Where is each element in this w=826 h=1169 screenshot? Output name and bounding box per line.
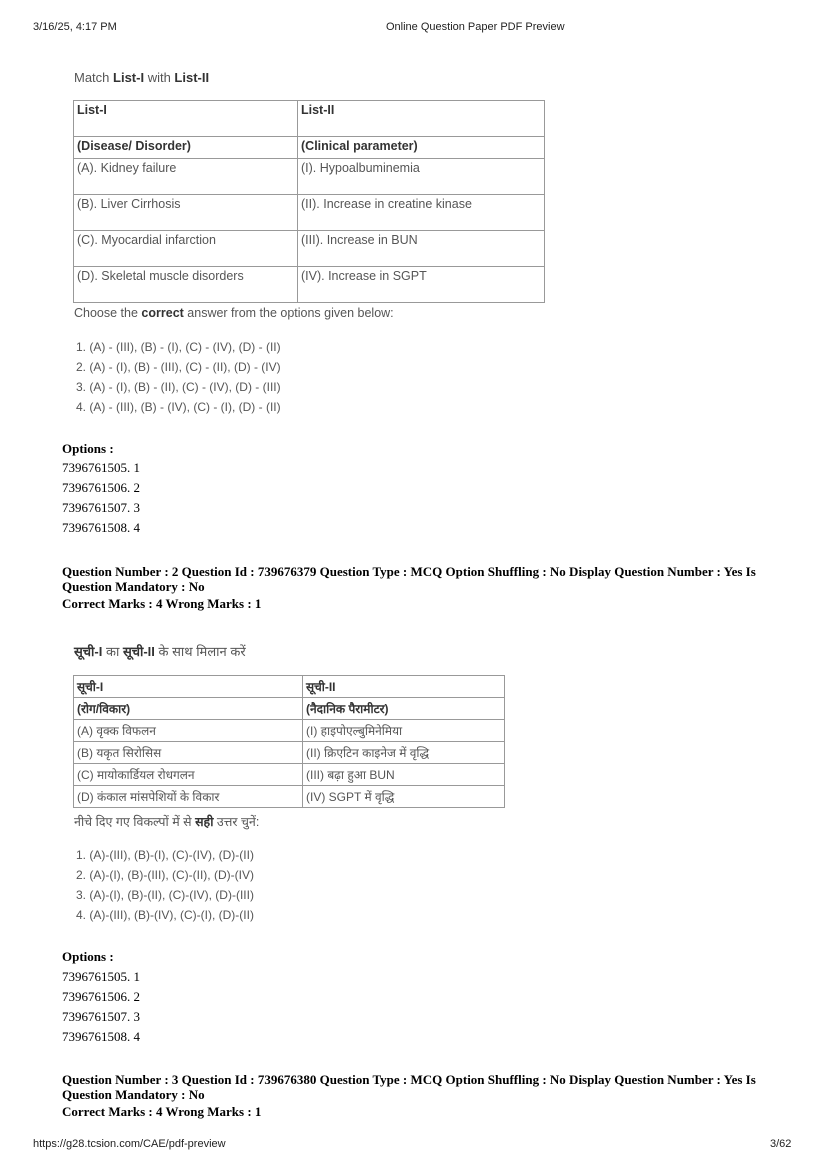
question-instruction-hindi: सूची-I का सूची-II के साथ मिलान करें: [74, 644, 246, 659]
answer-choice: 4. (A) - (III), (B) - (IV), (C) - (I), (D) - (II): [76, 400, 281, 414]
table-subheader-cell: (नैदानिक पैरामीटर): [303, 698, 505, 720]
table-cell: (II). Increase in creatine kinase: [298, 195, 545, 231]
match-table-english: [73, 100, 545, 303]
table-cell: (III). Increase in BUN: [298, 231, 545, 267]
answer-choices: [76, 337, 281, 417]
answer-choice: 3. (A) - (I), (B) - (II), (C) - (IV), (D) - (III): [76, 380, 281, 394]
table-cell: (IV) SGPT में वृद्धि: [303, 786, 505, 808]
page-number: 3/62: [770, 1138, 792, 1150]
answer-choices-hindi: [76, 845, 254, 925]
options-label: Options :: [62, 949, 114, 964]
table-subheader-cell: (Disease/ Disorder): [74, 137, 298, 159]
question-instruction: Match List-I with List-II: [74, 70, 210, 85]
option-item: 7396761508. 4: [62, 520, 140, 535]
option-item: 7396761507. 3: [62, 1009, 140, 1024]
table-cell: (II) क्रिएटिन काइनेज में वृद्धि: [303, 742, 505, 764]
table-cell: (C) मायोकार्डियल रोधगलन: [74, 764, 303, 786]
table-cell: (B). Liver Cirrhosis: [74, 195, 298, 231]
option-item: 7396761506. 2: [62, 989, 140, 1004]
table-cell: (A) वृक्क विफलन: [74, 720, 303, 742]
page-url: https://g28.tcsion.com/CAE/pdf-preview: [33, 1138, 226, 1150]
answer-choice: 2. (A)-(I), (B)-(III), (C)-(II), (D)-(IV): [76, 868, 254, 882]
option-item: 7396761508. 4: [62, 1029, 140, 1044]
option-item: 7396761505. 1: [62, 460, 140, 475]
option-item: 7396761506. 2: [62, 480, 140, 495]
print-datetime: 3/16/25, 4:17 PM: [33, 21, 117, 33]
match-table-hindi: [73, 675, 505, 808]
table-subheader-cell: (Clinical parameter): [298, 137, 545, 159]
question-meta-line: Question Number : 3 Question Id : 739676380 Question Type : MCQ Option Shuffling : No Display Question Number : Yes Is: [62, 1072, 756, 1087]
option-item: 7396761505. 1: [62, 969, 140, 984]
option-item: 7396761507. 3: [62, 500, 140, 515]
table-header-cell: List-I: [74, 101, 298, 137]
table-cell: (I). Hypoalbuminemia: [298, 159, 545, 195]
table-header-cell: सूची-I: [74, 676, 303, 698]
table-cell: (A). Kidney failure: [74, 159, 298, 195]
answer-choice: 1. (A) - (III), (B) - (I), (C) - (IV), (D) - (II): [76, 340, 281, 354]
question-meta: [62, 1072, 782, 1119]
question-meta-line: Question Mandatory : No: [62, 1087, 205, 1102]
question-marks: Correct Marks : 4 Wrong Marks : 1: [62, 596, 262, 611]
question-meta-line: Question Number : 2 Question Id : 739676379 Question Type : MCQ Option Shuffling : No Display Question Number : Yes Is: [62, 564, 756, 579]
question-marks: Correct Marks : 4 Wrong Marks : 1: [62, 1104, 262, 1119]
choose-instruction-hindi: नीचे दिए गए विकल्पों में से सही उत्तर चुनें:: [74, 815, 260, 829]
table-header-cell: सूची-II: [303, 676, 505, 698]
table-cell: (C). Myocardial infarction: [74, 231, 298, 267]
table-cell: (D) कंकाल मांसपेशियों के विकार: [74, 786, 303, 808]
options-label: Options :: [62, 441, 114, 456]
answer-choice: 2. (A) - (I), (B) - (III), (C) - (II), (D) - (IV): [76, 360, 281, 374]
question-meta-line: Question Mandatory : No: [62, 579, 205, 594]
table-header-cell: List-II: [298, 101, 545, 137]
table-cell: (D). Skeletal muscle disorders: [74, 267, 298, 303]
page-title: Online Question Paper PDF Preview: [386, 21, 565, 33]
table-cell: (IV). Increase in SGPT: [298, 267, 545, 303]
table-cell: (III) बढ़ा हुआ BUN: [303, 764, 505, 786]
question-meta: [62, 564, 782, 611]
answer-choice: 3. (A)-(I), (B)-(II), (C)-(IV), (D)-(III): [76, 888, 254, 902]
table-cell: (B) यकृत सिरोसिस: [74, 742, 303, 764]
answer-choice: 1. (A)-(III), (B)-(I), (C)-(IV), (D)-(II): [76, 848, 254, 862]
table-cell: (I) हाइपोएल्बुमिनेमिया: [303, 720, 505, 742]
answer-choice: 4. (A)-(III), (B)-(IV), (C)-(I), (D)-(II): [76, 908, 254, 922]
choose-instruction: Choose the correct answer from the options given below:: [74, 306, 394, 320]
table-subheader-cell: (रोग/विकार): [74, 698, 303, 720]
